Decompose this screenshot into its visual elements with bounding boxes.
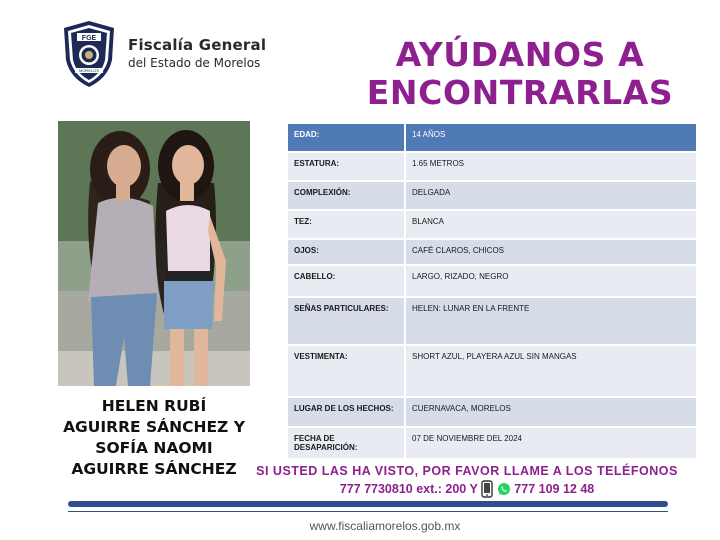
missing-persons-names — [50, 396, 258, 480]
logo-subtext: MORELOS — [78, 68, 100, 74]
detail-label: VESTIMENTA: — [288, 346, 406, 396]
detail-value: 14 AÑOS — [406, 124, 696, 151]
footer-divider-line — [68, 511, 668, 512]
detail-value: HELEN: LUNAR EN LA FRENTE — [406, 298, 696, 344]
detail-value: LARGO, RIZADO, NEGRO — [406, 266, 696, 296]
detail-value: BLANCA — [406, 211, 696, 238]
phone-number-2[interactable]: 777 109 12 48 — [514, 482, 595, 496]
detail-label: FECHA DE DESAPARICIÓN: — [288, 428, 406, 458]
headline — [330, 36, 710, 112]
mobile-phone-icon — [481, 480, 493, 498]
detail-label: COMPLEXIÓN: — [288, 182, 406, 209]
detail-value: CAFÉ CLAROS, CHICOS — [406, 240, 696, 264]
detail-value: 1.65 METROS — [406, 153, 696, 180]
whatsapp-icon — [497, 482, 511, 496]
detail-label: SEÑAS PARTICULARES: — [288, 298, 406, 344]
logo-text: FGE — [81, 35, 97, 42]
detail-value: CUERNAVACA, MORELOS — [406, 398, 696, 426]
missing-persons-photo — [58, 121, 250, 386]
org-title: Fiscalía General — [128, 36, 267, 54]
detail-value: SHORT AZUL, PLAYERA AZUL SIN MANGAS — [406, 346, 696, 396]
organization-name — [128, 36, 266, 70]
detail-label: LUGAR DE LOS HECHOS: — [288, 398, 406, 426]
table-row — [288, 298, 696, 344]
table-row — [288, 124, 696, 151]
table-row — [288, 428, 696, 458]
detail-label: OJOS: — [288, 240, 406, 264]
headline-line1: AYÚDANOS A — [395, 35, 645, 74]
description-table — [288, 122, 696, 460]
table-row — [288, 211, 696, 238]
detail-value: 07 DE NOVIEMBRE DEL 2024 — [406, 428, 696, 458]
table-row — [288, 346, 696, 396]
headline-line2: ENCONTRARLAS — [366, 73, 674, 112]
name-line3: SOFÍA NAOMI — [95, 439, 213, 457]
table-row — [288, 153, 696, 180]
table-row — [288, 266, 696, 296]
detail-value: DELGADA — [406, 182, 696, 209]
detail-label: TEZ: — [288, 211, 406, 238]
table-row — [288, 398, 696, 426]
name-line4: AGUIRRE SÁNCHEZ — [71, 460, 237, 478]
website-link[interactable]: www.fiscaliamorelos.gob.mx — [309, 519, 461, 533]
name-line2: AGUIRRE SÁNCHEZ Y — [63, 418, 245, 436]
contact-phones — [252, 480, 682, 498]
detail-label: ESTATURA: — [288, 153, 406, 180]
detail-label: EDAD: — [288, 124, 406, 151]
footer-divider-bar — [68, 501, 668, 507]
name-line1: HELEN RUBÍ — [101, 397, 207, 415]
table-row — [288, 182, 696, 209]
fge-badge-logo — [62, 20, 116, 88]
contact-message: SI USTED LAS HA VISTO, POR FAVOR LLAME A LOS TELÉFONOS — [256, 464, 678, 478]
table-row — [288, 240, 696, 264]
detail-label: CABELLO: — [288, 266, 406, 296]
phone-number-1[interactable]: 777 7730810 ext.: 200 Y — [339, 482, 478, 496]
org-subtitle: del Estado de Morelos — [128, 56, 261, 70]
